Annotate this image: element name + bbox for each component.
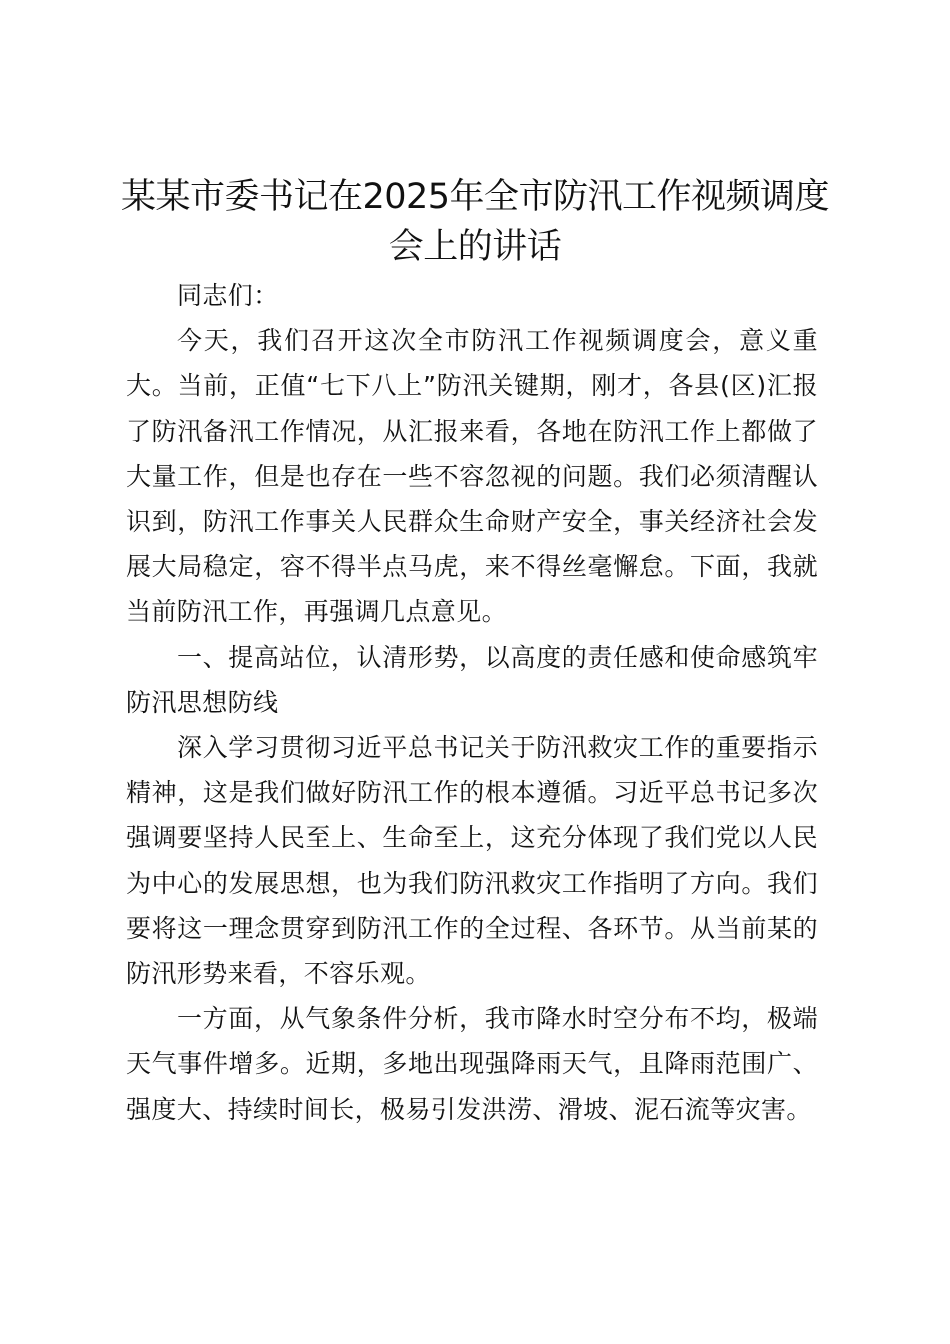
salutation: 同志们： bbox=[177, 281, 279, 310]
paragraph-intro: 今天，我们召开这次全市防汛工作视频调度会，意义重大。当前，正值“七下八上”防汛关键期，刚才，各县(区)汇报了防汛备汛工作情况，从汇报来看，各地在防汛工作上都做了大量工作，但是也存在一些不容忽视的问题。我们必须清醒认识到，防汛工作事关人民群众生命财产安全，事关经济社会发展大局稳定，容不得半点马虎，来不得丝毫懈怠。下面，我就当前防汛工作，再强调几点意见。 bbox=[126, 326, 818, 627]
paragraph-weather: 一方面，从气象条件分析，我市降水时空分布不均，极端天气事件增多。近期，多地出现强降雨天气，且降雨范围广、强度大、持续时间长，极易引发洪涝、滑坡、泥石流等灾害。 bbox=[126, 1004, 818, 1124]
document-title: 某某市委书记在2025年全市防汛工作视频调度会上的讲话 bbox=[120, 177, 830, 267]
section-heading-1: 一、提高站位，认清形势，以高度的责任感和使命感筑牢防汛思想防线 bbox=[126, 642, 818, 717]
document-body bbox=[126, 273, 818, 1132]
paragraph-guidance: 深入学习贯彻习近平总书记关于防汛救灾工作的重要指示精神，这是我们做好防汛工作的根本遵循。习近平总书记多次强调要坚持人民至上、生命至上，这充分体现了我们党以人民为中心的发展思想，也为我们防汛救灾工作指明了方向。我们要将这一理念贯穿到防汛工作的全过程、各环节。从当前某的防汛形势来看，不容乐观。 bbox=[126, 733, 818, 989]
